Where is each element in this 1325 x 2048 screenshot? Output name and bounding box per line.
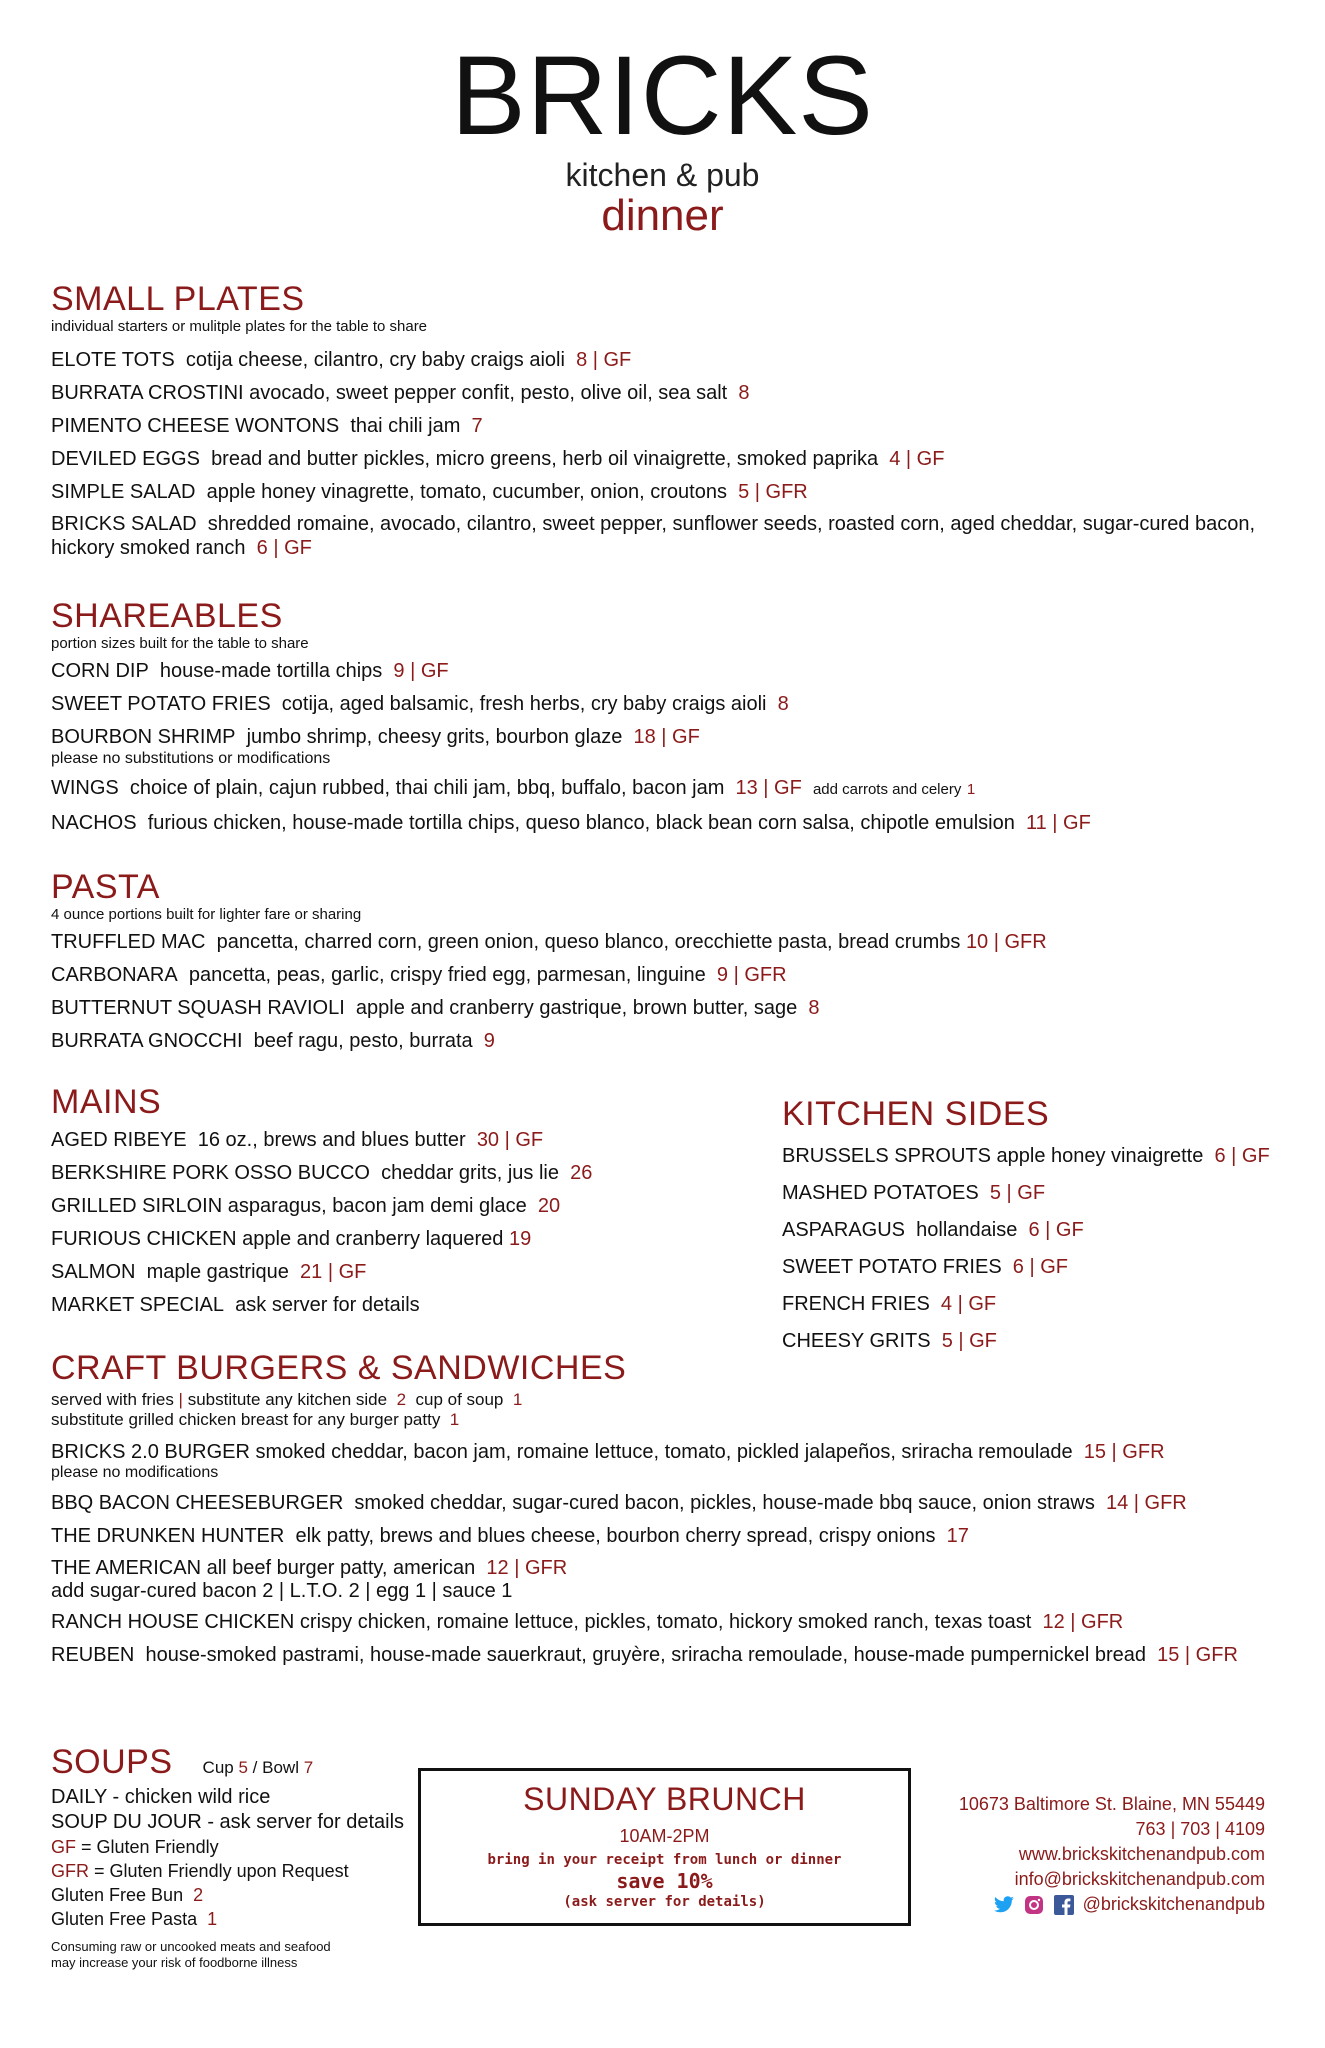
section-subtitle: 4 ounce portions built for lighter fare or sharing <box>51 906 362 923</box>
section-pasta <box>51 868 1291 1061</box>
menu-item: BUTTERNUT SQUASH RAVIOLI apple and cranberry gastrique, brown butter, sage 8 <box>51 997 820 1019</box>
email-link[interactable]: info@brickskitchenandpub.com <box>1014 1869 1265 1889</box>
section-title: SOUPS <box>51 1743 173 1781</box>
section-mains <box>51 1083 751 1325</box>
brunch-title: SUNDAY BRUNCH <box>523 1781 806 1817</box>
menu-item: CORN DIP house-made tortilla chips 9 | GF <box>51 660 449 682</box>
item-note: please no substitutions or modifications <box>51 750 331 767</box>
brunch-hours: 10AM-2PM <box>619 1826 710 1846</box>
section-subtitle: portion sizes built for the table to share <box>51 635 309 652</box>
section-title: PASTA <box>51 868 160 906</box>
menu-item: BRUSSELS SPROUTS apple honey vinaigrette 6 | GF <box>782 1145 1270 1167</box>
menu-item: CHEESY GRITS 5 | GF <box>782 1330 997 1352</box>
menu-item: BERKSHIRE PORK OSSO BUCCO cheddar grits, jus lie 26 <box>51 1162 593 1184</box>
section-title: CRAFT BURGERS & SANDWICHES <box>51 1349 627 1387</box>
menu-item: SWEET POTATO FRIES 6 | GF <box>782 1256 1069 1278</box>
menu-item: ASPARAGUS hollandaise 6 | GF <box>782 1219 1084 1241</box>
menu-item: BRICKS 2.0 BURGER smoked cheddar, bacon jam, romaine lettuce, tomato, pickled jalapeños, sriracha remoulade 15 | GFR <box>51 1441 1165 1463</box>
contact-block <box>900 1792 1265 1917</box>
menu-item: ELOTE TOTS cotija cheese, cilantro, cry baby craigs aioli 8 | GF <box>51 349 632 371</box>
menu-item: PIMENTO CHEESE WONTONS thai chili jam 7 <box>51 415 483 437</box>
menu-item: BOURBON SHRIMP jumbo shrimp, cheesy grits, bourbon glaze 18 | GF <box>51 726 700 748</box>
gluten-free-pasta: Gluten Free Pasta 1 <box>51 1909 218 1929</box>
menu-item: REUBEN house-smoked pastrami, house-made sauerkraut, gruyère, sriracha remoulade, house-made pumpernickel bread 15 | GFR <box>51 1644 1238 1666</box>
item-addon: add carrots and celery <box>812 781 962 798</box>
menu-item: BURRATA CROSTINI avocado, sweet pepper confit, pesto, olive oil, sea salt 8 <box>51 382 750 404</box>
menu-item: TRUFFLED MAC pancetta, charred corn, green onion, queso blanco, orecchiette pasta, bread crumbs 10 | GFR <box>51 931 1047 953</box>
brand-tagline: kitchen & pub <box>565 157 760 193</box>
brunch-discount: save 10% <box>616 1869 713 1893</box>
menu-item: FURIOUS CHICKEN apple and cranberry laquered 19 <box>51 1228 532 1250</box>
twitter-icon[interactable] <box>993 1894 1015 1916</box>
section-note: substitute grilled chicken breast for any burger patty 1 <box>51 1410 460 1429</box>
section-subtitle: individual starters or mulitple plates for the table to share <box>51 318 428 335</box>
brand-name: BRICKS <box>451 33 874 158</box>
address: 10673 Baltimore St. Blaine, MN 55449 <box>958 1794 1265 1814</box>
item-note: please no modifications <box>51 1464 219 1481</box>
menu-item: AGED RIBEYE 16 oz., brews and blues butter 30 | GF <box>51 1129 544 1151</box>
menu-item: RANCH HOUSE CHICKEN crispy chicken, romaine lettuce, pickles, tomato, hickory smoked ranch, texas toast 12 | GFR <box>51 1611 1124 1633</box>
phone: 763 | 703 | 4109 <box>1135 1819 1265 1839</box>
section-title: SHAREABLES <box>51 597 283 635</box>
meal-title: dinner <box>601 191 724 240</box>
menu-item: SWEET POTATO FRIES cotija, aged balsamic, fresh herbs, cry baby craigs aioli 8 <box>51 693 789 715</box>
instagram-icon[interactable] <box>1023 1894 1045 1916</box>
menu-item: MARKET SPECIAL ask server for details <box>51 1294 420 1316</box>
menu-item: FRENCH FRIES 4 | GF <box>782 1293 997 1315</box>
item-addon: add sugar-cured bacon 2 | L.T.O. 2 | egg 1 | sauce 1 <box>51 1580 513 1602</box>
menu-item: SALMON maple gastrique 21 | GF <box>51 1261 367 1283</box>
menu-item: THE DRUNKEN HUNTER elk patty, brews and blues cheese, bourbon cherry spread, crispy onions 17 <box>51 1525 969 1547</box>
menu-item: THE AMERICAN all beef burger patty, american 12 | GFR <box>51 1557 568 1579</box>
facebook-icon[interactable] <box>1053 1894 1075 1916</box>
section-small-plates <box>51 280 1291 567</box>
menu-item: GRILLED SIRLOIN asparagus, bacon jam demi glace 20 <box>51 1195 561 1217</box>
menu-item: DEVILED EGGS bread and butter pickles, micro greens, herb oil vinaigrette, smoked paprika 4 | GF <box>51 448 945 470</box>
menu-item: BRICKS SALAD shredded romaine, avocado, cilantro, sweet pepper, sunflower seeds, roasted corn, aged cheddar, sugar-cured bacon, hickory smoked ranch 6 | GF <box>51 513 1256 559</box>
menu-item: SIMPLE SALAD apple honey vinagrette, tomato, cucumber, onion, croutons 5 | GFR <box>51 481 808 503</box>
social-row <box>900 1892 1265 1917</box>
menu-item: WINGS choice of plain, cajun rubbed, thai chili jam, bbq, buffalo, bacon jam 13 | GF add carrots and celery 1 <box>51 777 976 799</box>
brunch-offer: bring in your receipt from lunch or dinner <box>487 1852 842 1868</box>
brunch-note: (ask server for details) <box>563 1894 766 1910</box>
section-title: SMALL PLATES <box>51 280 305 318</box>
menu-header <box>0 33 1325 240</box>
section-note: served with fries | substitute any kitchen side 2 cup of soup 1 <box>51 1390 523 1409</box>
menu-item: NACHOS furious chicken, house-made tortilla chips, queso blanco, black bean corn salsa, chipotle emulsion 11 | GF <box>51 812 1091 834</box>
menu-item: CARBONARA pancetta, peas, garlic, crispy fried egg, parmesan, linguine 9 | GFR <box>51 964 787 986</box>
legend-gf: GF = Gluten Friendly <box>51 1837 219 1857</box>
legend-gfr: GFR = Gluten Friendly upon Request <box>51 1861 349 1881</box>
menu-item: BBQ BACON CHEESEBURGER smoked cheddar, sugar-cured bacon, pickles, house-made bbq sauce, onion straws 14 | GFR <box>51 1492 1187 1514</box>
section-burgers <box>51 1349 1291 1675</box>
soup-prices: Cup 5 / Bowl 7 <box>202 1758 314 1777</box>
section-shareables <box>51 597 1291 843</box>
soup-daily: DAILY - chicken wild rice <box>51 1786 271 1808</box>
sunday-brunch-box <box>418 1768 911 1926</box>
gluten-free-bun: Gluten Free Bun 2 <box>51 1885 204 1905</box>
section-soups <box>51 1743 411 1971</box>
health-warning: Consuming raw or uncooked meats and seafood may increase your risk of foodborne illness <box>51 1939 331 1970</box>
menu-item: MASHED POTATOES 5 | GF <box>782 1182 1046 1204</box>
social-handle[interactable]: @brickskitchenandpub <box>1082 1894 1265 1914</box>
section-kitchen-sides <box>782 1095 1282 1365</box>
section-title: MAINS <box>51 1083 162 1121</box>
website-link[interactable]: www.brickskitchenandpub.com <box>1018 1844 1265 1864</box>
soup-du-jour: SOUP DU JOUR - ask server for details <box>51 1811 405 1833</box>
section-title: KITCHEN SIDES <box>782 1095 1050 1133</box>
menu-item: BURRATA GNOCCHI beef ragu, pesto, burrata 9 <box>51 1030 495 1052</box>
